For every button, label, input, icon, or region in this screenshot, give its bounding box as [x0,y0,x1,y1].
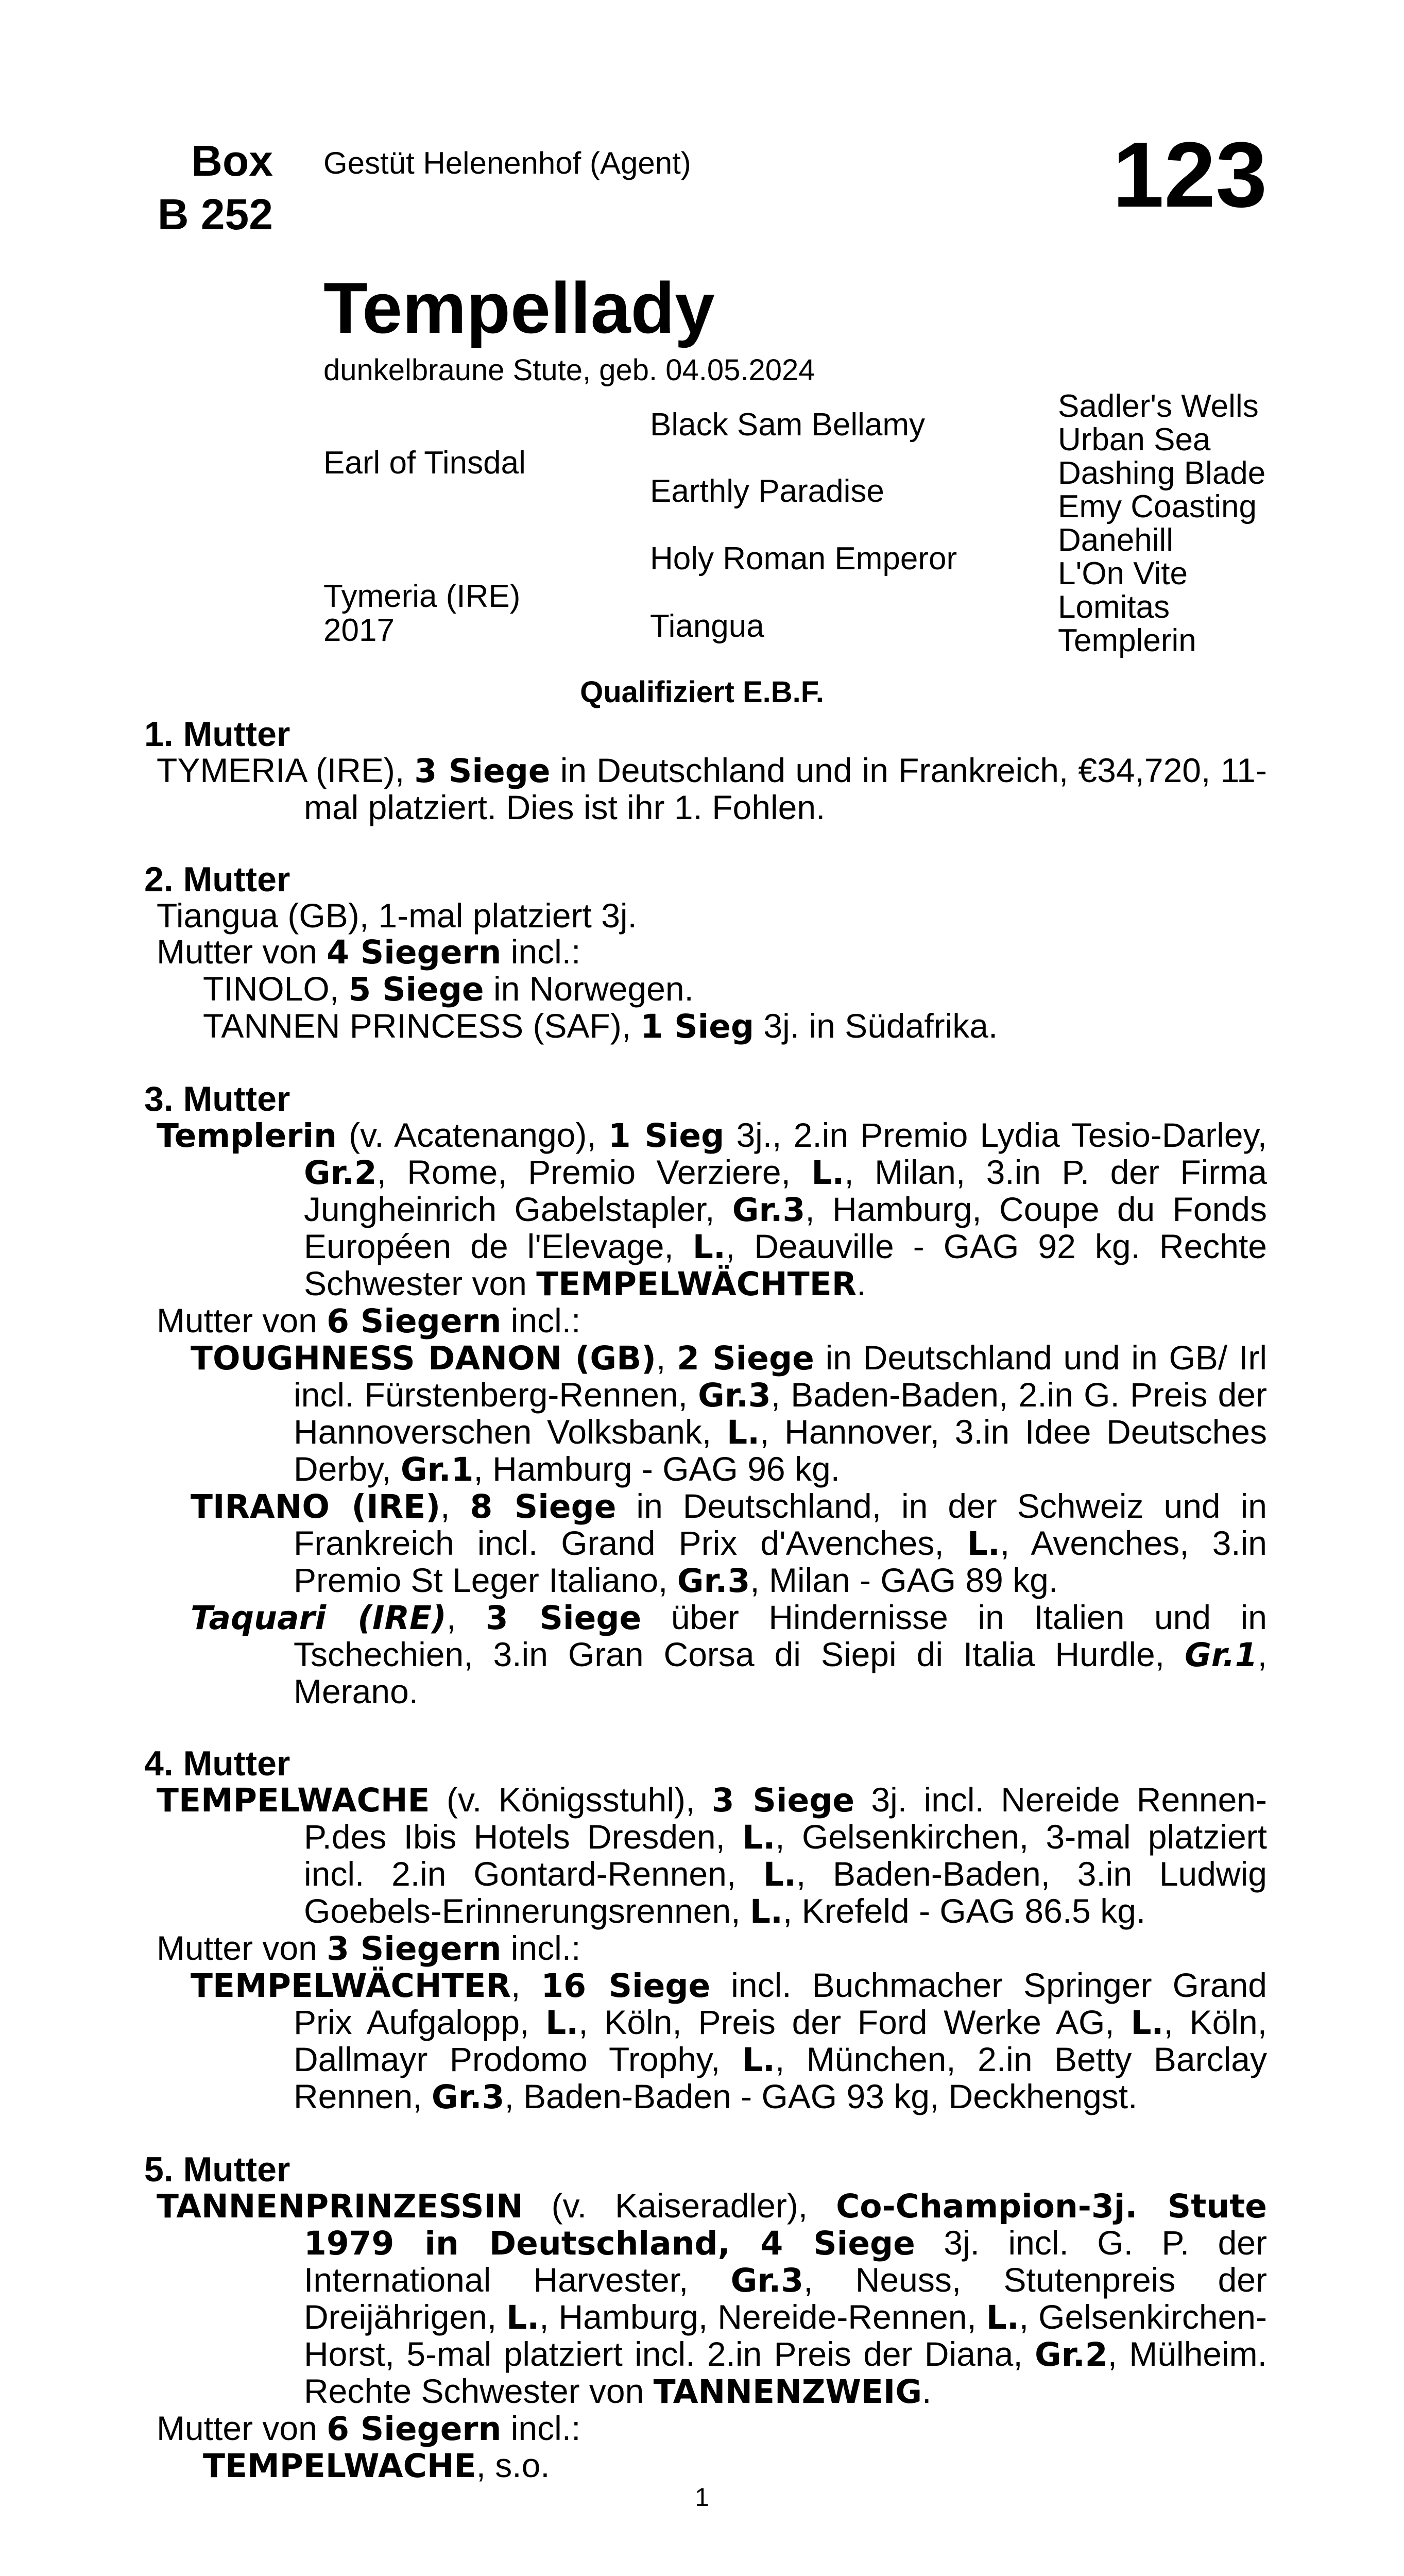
text: (v. Acatenango), [336,1116,608,1154]
text-bold: 8 Siege [470,1488,617,1526]
text: incl.: [501,1301,581,1340]
text-bold: L. [692,1228,726,1266]
text-bold: Gr.3 [677,1562,750,1600]
text-bold: 16 Siege [541,1967,711,2005]
text: , Hamburg, Coupe du Fonds Européen de l'Elevage, [304,1190,1267,1265]
text-bold: 5 Siege [348,971,484,1008]
pedigree-dam-dam: Tiangua [650,608,764,644]
text: Mutter von [157,1301,327,1340]
text: , Krefeld - GAG 86.5 kg. [782,1892,1146,1930]
text: 3j., 2.in Premio Lydia Tesio-Darley, [724,1116,1268,1154]
horse-name: Tempellady [323,267,715,348]
text-bold-italic: Gr.1 [1185,1636,1258,1674]
text: , Mülheim. Rechte Schwester von [304,2335,1267,2410]
text-bold: TEMPELWÄCHTER [536,1265,857,1303]
text-bold: L. [811,1154,845,1192]
family-section [144,716,1267,2484]
text-bold: L. [986,2299,1019,2336]
text: Mutter von [157,1929,327,1967]
text-bold: 3 Siege [711,1782,855,1819]
text: , Baden-Baden - GAG 93 kg, Deckhengst. [504,2077,1138,2115]
text-bold: Gr.1 [400,1451,474,1488]
text: , Avenches, 3.in Premio St Leger Italiano, [294,1524,1267,1599]
dam-3-section [144,1081,1267,1709]
dam-5-entry [144,2188,1267,2410]
text: incl.: [501,1929,581,1967]
text: , Rome, Premio Verziere, [376,1153,812,1191]
pedigree-g3-item: Dashing Blade [1058,455,1266,491]
pedigree-sire-sire: Black Sam Bellamy [650,407,926,443]
pedigree-g3-item: Danehill [1058,522,1174,558]
dam-4-entry [144,1782,1267,1930]
text: Mutter von [157,933,327,971]
text-bold: 1 Sieg [640,1008,755,1045]
text-bold: 6 Siegern [327,1302,502,1340]
text: , s.o. [476,2446,550,2484]
horse-description: dunkelbraune Stute, geb. 04.05.2024 [323,353,815,387]
text-bold: Gr.2 [1035,2336,1108,2374]
text: Mutter von [157,2409,327,2447]
text-bold: Co-Champion-3j. Stute 1979 in Deutschland, 4 Siege [304,2188,1268,2262]
text: (v. Kaiseradler), [523,2187,836,2225]
text-bold: Gr.3 [431,2078,505,2116]
text: , Milan, 3.in P. der Firma Jungheinrich Gabelstapler, [304,1153,1268,1228]
dam-5-produce-intro [157,2410,1267,2447]
text: , Hamburg, Nereide-Rennen, [539,2298,986,2336]
pedigree-g3-item: Sadler's Wells [1058,388,1259,424]
text: . [857,1264,866,1302]
produce-item [203,2447,1267,2484]
text: 3j. in Südafrika. [754,1007,998,1045]
text: TYMERIA (IRE), [157,751,415,789]
text: 3j. incl. G. P. der International Harvester, [304,2224,1267,2299]
text: , Merano. [294,1635,1267,1710]
dam-4-section [144,1745,1267,2115]
text-bold: L. [506,2299,540,2336]
dam-2-produce-intro [157,934,1267,971]
pedigree-sire: Earl of Tinsdal [323,445,526,481]
text-bold-italic: Taquari (IRE) [191,1599,447,1637]
text-bold: Gr.3 [698,1377,771,1414]
text: in Deutschland und in Frankreich, €34,720, 11-mal platziert. Dies ist ihr 1. Fohlen. [304,751,1267,826]
text-bold: 4 Siegern [327,934,502,971]
lot-number: 123 [1112,123,1268,227]
text-bold: 3 Siegern [327,1930,502,1968]
produce-item [144,1599,1267,1709]
dam-4-produce-intro [157,1930,1267,1967]
pedigree-third-generation [1058,389,1265,657]
text: , [656,1338,677,1377]
box-word: Box [191,137,273,185]
text: , Baden-Baden, 2.in G. Preis der Hannoverschen Volksbank, [294,1376,1267,1451]
text: in Deutschland, in der Schweiz und in Frankreich incl. Grand Prix d'Avenches, [294,1487,1267,1562]
dam-3-entry [144,1117,1267,1302]
text-bold: 2 Siege [677,1340,814,1377]
text-bold: L. [763,1856,796,1893]
text-bold: Gr.3 [730,2262,804,2299]
pedigree-g3-item: Lomitas [1058,589,1170,625]
text: incl. Buchmacher Springer Grand Prix Aufgalopp, [294,1966,1267,2041]
agent-name: Gestüt Helenenhof (Agent) [323,146,691,180]
dam-2-heading: 2. Mutter [144,860,290,899]
text-bold: TEMPELWACHE [203,2447,476,2485]
text-bold: L. [749,1893,783,1930]
text-bold: L. [967,1525,1000,1563]
produce-item [144,1967,1267,2115]
dam-3-heading: 3. Mutter [144,1079,290,1118]
text: TINOLO, [203,970,349,1008]
produce-item [144,1488,1267,1599]
text: 3j. incl. Nereide Rennen-P.des Ibis Hotels Dresden, [304,1781,1267,1856]
dam-2-entry: Tiangua (GB), 1-mal platziert 3j. [157,896,637,935]
text: in Norwegen. [484,970,694,1008]
text: , Hamburg - GAG 96 kg. [473,1450,841,1488]
text: , Hannover, 3.in Idee Deutsches Derby, [294,1413,1268,1488]
text: , Gelsenkirchen-Horst, 5-mal platziert incl. 2.in Preis der Diana, [304,2298,1267,2373]
text-bold: TANNENZWEIG [653,2373,922,2411]
text: , Deauville - GAG 92 kg. Rechte Schwester von [304,1227,1267,1302]
dam-1-heading: 1. Mutter [144,715,290,754]
text: incl.: [501,2409,581,2447]
text: , Köln, Dallmayr Prodomo Trophy, [294,2003,1268,2078]
text-bold: TEMPELWACHE [157,1782,430,1819]
text: TANNEN PRINCESS (SAF), [203,1007,641,1045]
dam-1-entry [144,752,1267,825]
text-bold: L. [742,2041,775,2079]
pedigree-sire-dam: Earthly Paradise [650,473,884,509]
text: , Neuss, Stutenpreis der Dreijährigen, [304,2261,1267,2336]
text: , [440,1487,470,1525]
text-bold: Templerin [157,1117,337,1155]
pedigree-dam [323,580,520,648]
text: , Milan - GAG 89 kg. [750,1561,1058,1599]
qualification-note: Qualifiziert E.B.F. [580,675,824,709]
text-bold: L. [727,1414,760,1451]
text-bold: Gr.3 [732,1191,806,1229]
text: über Hindernisse in Italien und in Tschechien, 3.in Gran Corsa di Siepi di Italia Hurdle, [294,1598,1267,1673]
box-label [103,134,273,241]
text: incl.: [501,933,581,971]
produce-item [203,1008,1267,1045]
text-bold: L. [742,1819,776,1856]
text-bold: TOUGHNESS DANON (GB) [191,1340,656,1377]
text: , München, 2.in Betty Barclay Rennen, [294,2040,1267,2115]
text: , Köln, Preis der Ford Werke AG, [578,2003,1131,2041]
text-bold: 6 Siegern [327,2410,502,2448]
text: , [446,1598,486,1636]
dam-1-section [144,716,1267,825]
dam-5-heading: 5. Mutter [144,2150,290,2189]
dam-2-section [144,861,1267,1045]
text-bold: L. [1131,2004,1164,2042]
text-bold: 1 Sieg [608,1117,725,1155]
dam-3-produce-intro [157,1302,1267,1340]
pedigree-g3-item: L'On Vite [1058,556,1188,591]
text-bold: Gr.2 [304,1154,377,1192]
text-bold: TEMPELWÄCHTER [191,1967,511,2005]
text-bold: L. [545,2004,579,2042]
pedigree-g3-item: Emy Coasting [1058,489,1257,524]
page-number: 1 [695,2483,709,2512]
text: . [922,2372,932,2410]
text-bold: TANNENPRINZESSIN [157,2188,523,2225]
pedigree-dam-year: 2017 [323,613,395,648]
pedigree-g3-item: Urban Sea [1058,422,1211,457]
text: , Gelsenkirchen, 3-mal platziert incl. 2.in Gontard-Rennen, [304,1818,1267,1893]
text: , [511,1966,541,2004]
produce-item [203,971,1267,1008]
produce-item [144,1340,1267,1488]
text: in Deutschland und in GB/ Irl incl. Fürstenberg-Rennen, [294,1338,1268,1414]
text-bold: TIRANO (IRE) [191,1488,441,1526]
dam-5-section [144,2151,1267,2484]
text-bold: 3 Siege [485,1599,642,1637]
pedigree-dam-name: Tymeria (IRE) [323,579,521,614]
text: , Baden-Baden, 3.in Ludwig Goebels-Erinnerungsrennen, [304,1855,1267,1930]
pedigree-g3-item: Templerin [1058,623,1196,658]
text-bold: 3 Siege [414,752,551,790]
pedigree-dam-sire: Holy Roman Emperor [650,541,957,577]
text: (v. Königsstuhl), [430,1781,712,1819]
box-number: B 252 [157,190,273,239]
dam-4-heading: 4. Mutter [144,1744,290,1783]
